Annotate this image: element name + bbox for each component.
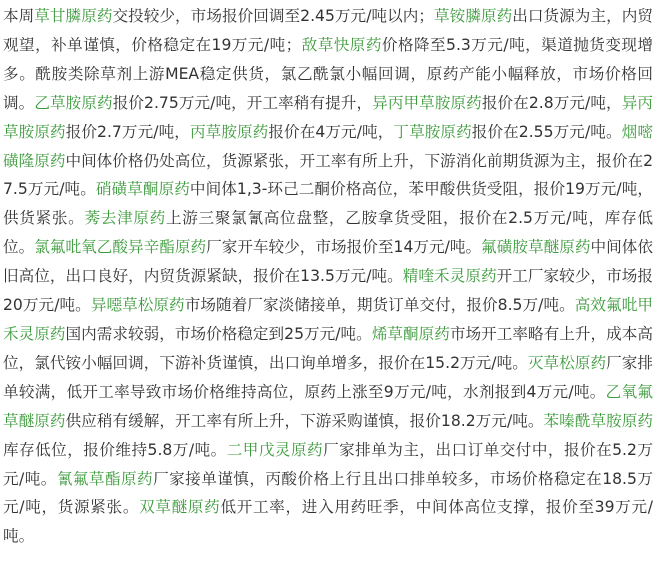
report-text: 交投较少，市场报价回调至2.45万元/吨以内；: [112, 7, 434, 25]
product-name-highlight: 氟磺胺草醚原药: [481, 238, 591, 257]
report-text: 市场开工率略有上升，成本高位，氯代铵小幅回调，下游补货谨慎，出口询单增多，报价在15.2万元/吨。: [3, 324, 653, 372]
product-name-highlight: 草铵膦原药: [434, 7, 513, 25]
product-name-highlight: 异丙草胺原药: [3, 93, 653, 141]
report-text: 报价2.7万元/吨，: [65, 122, 190, 141]
product-name-highlight: 丁草胺原药: [393, 122, 472, 141]
product-name-highlight: 氰氟草酯原药: [56, 469, 154, 488]
report-text: 报价在2.55万元/吨。: [471, 122, 622, 141]
product-name-highlight: 氯氟吡氧乙酸异辛酯原药: [34, 238, 207, 257]
report-text: 中间体价格仍处高位，货源紧张，开工率有所上升，下游消化前期货源为主，报价在27.5万元/吨。: [3, 151, 653, 199]
product-name-highlight: 烯草酮原药: [371, 324, 450, 343]
report-text: 报价在2.8万元/吨，: [481, 93, 622, 112]
product-name-highlight: 异噁草松原药: [90, 296, 185, 315]
product-name-highlight: 草甘膦原药: [34, 7, 113, 25]
report-text: 上游三聚氯氰高位盘整，乙胺拿货受阻，报价在2.5万元/吨，库存低位。: [3, 209, 653, 257]
product-name-highlight: 高效氟吡甲禾灵原药: [3, 296, 653, 343]
product-name-highlight: 莠去津原药: [84, 209, 166, 228]
product-name-highlight: 烟嘧磺隆原药: [3, 122, 653, 170]
product-name-highlight: 乙草胺原药: [34, 93, 113, 112]
product-name-highlight: 异丙甲草胺原药: [372, 93, 482, 112]
product-name-highlight: 二甲戊灵原药: [226, 440, 324, 459]
report-text: 报价2.75万元/吨，开工率稍有提升，: [112, 93, 373, 112]
product-name-highlight: 精喹禾灵原药: [402, 267, 497, 286]
report-text: 开工厂家较少，市场报20万元/吨。: [3, 267, 653, 315]
report-text: 厂家排单较满，低开工率导致市场价格维持高位，原药上涨至9万元/吨，水剂报到4万元/吨。: [3, 353, 653, 401]
product-name-highlight: 双草醚原药: [139, 498, 221, 517]
report-text: 国内需求较弱，市场价格稳定到25万元/吨。: [65, 324, 372, 343]
product-name-highlight: 灭草松原药: [527, 353, 607, 372]
report-text: 报价在4万元/吨，: [268, 122, 394, 141]
report-text: 厂家接单谨慎，丙酸价格上行且出口排单较多，市场价格稳定在18.5万元/吨，货源紧张。: [3, 469, 653, 517]
product-name-highlight: 丙草胺原药: [189, 122, 269, 141]
report-text: 价格降至5.3万元/吨，渠道抛货变现增多。酰胺类除草剂上游MEA稳定供货，氯乙酰氯小幅回调，原药产能小幅释放，市场价格回调。: [3, 35, 653, 112]
product-name-highlight: 硝磺草酮原药: [95, 180, 190, 199]
report-text: 厂家开车较少，市场报价至14万元/吨。: [206, 238, 482, 257]
report-text: 出口货源为主，内贸观望，补单谨慎，价格稳定在19万元/吨；: [3, 7, 653, 54]
product-name-highlight: 乙氧氟草醚原药: [3, 382, 653, 430]
product-name-highlight: 苯嗪酰草胺原药: [543, 411, 653, 430]
product-name-highlight: 敌草快原药: [301, 35, 382, 54]
report-text: 厂家排单为主，出口订单交付中，报价在5.2万元/吨。: [3, 440, 653, 488]
report-text: 低开工率，进入用药旺季，中间体高位支撑，报价至39万元/吨。: [3, 498, 653, 546]
report-text: 供应稍有缓解，开工率有所上升，下游采购谨慎，报价18.2万元/吨。: [65, 411, 544, 430]
report-text: 中间体依旧高位，出口良好，内贸货源紧缺，报价在13.5万元/吨。: [3, 238, 653, 286]
report-text: 库存低位，报价维持5.8万/吨。: [3, 440, 227, 459]
report-text: 本周: [3, 7, 35, 25]
report-text: 市场随着厂家淡储接单，期货订单交付，报价8.5万/吨。: [184, 296, 575, 315]
report-text: 中间体1,3-环己二酮价格高位，苯甲酸供货受阻，报价19万元/吨，供货紧张。: [3, 180, 653, 228]
